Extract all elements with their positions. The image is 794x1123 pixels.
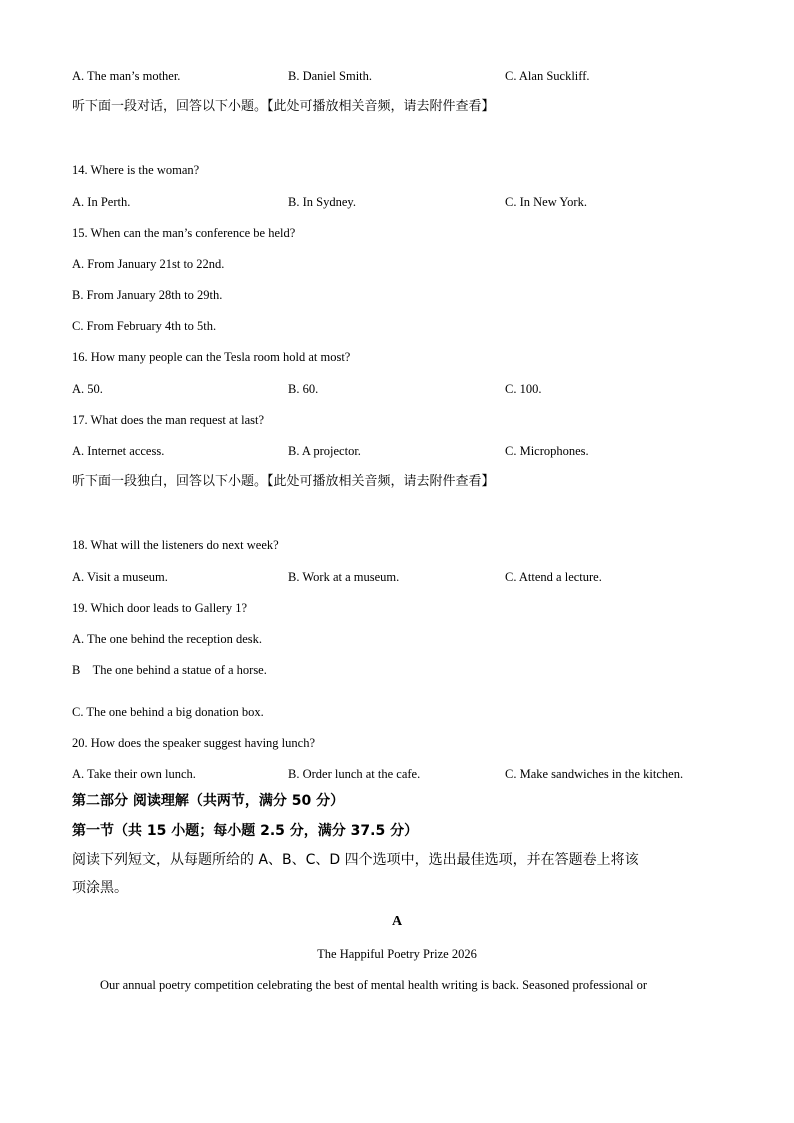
q20-option-c: C. Make sandwiches in the kitchen. <box>505 767 684 781</box>
q14-option-a: A. In Perth. <box>72 195 131 209</box>
q20-question: 20. How does the speaker suggest having lunch? <box>72 736 315 750</box>
passage-letter: A <box>391 914 403 929</box>
q20-option-a: A. Take their own lunch. <box>72 767 196 781</box>
q17-question: 17. What does the man request at last? <box>72 413 265 427</box>
q17-option-c: C. Microphones. <box>505 444 589 458</box>
q19-option-b: B The one behind a statue of a horse. <box>72 663 267 677</box>
q18-option-c: C. Attend a lecture. <box>505 570 602 584</box>
q13-option-a: A. The man’s mother. <box>72 69 181 83</box>
q18-option-a: A. Visit a museum. <box>72 570 168 584</box>
q16-question: 16. How many people can the Tesla room hold at most? <box>72 350 351 364</box>
dialogue-instruction: 听下面一段对话，回答以下小题。【此处可播放相关音频，请去附件查看】 <box>72 99 495 114</box>
reading-instruction-line2: 项涂黑。 <box>72 880 128 896</box>
q14-option-b: B. In Sydney. <box>288 195 356 209</box>
q18-question: 18. What will the listeners do next week? <box>72 538 279 552</box>
q16-option-a: A. 50. <box>72 382 103 396</box>
passage-title: The Happiful Poetry Prize 2026 <box>317 947 477 961</box>
q15-question: 15. When can the man’s conference be held? <box>72 226 296 240</box>
q13-option-b: B. Daniel Smith. <box>288 69 373 83</box>
q16-option-c: C. 100. <box>505 382 542 396</box>
q18-option-b: B. Work at a museum. <box>288 570 400 584</box>
part2-title: 第二部分 阅读理解（共两节，满分 50 分） <box>72 793 345 809</box>
q19-option-a: A. The one behind the reception desk. <box>72 632 262 646</box>
q20-option-b: B. Order lunch at the cafe. <box>288 767 421 781</box>
q17-option-b: B. A projector. <box>288 444 361 458</box>
monologue-instruction: 听下面一段独白，回答以下小题。【此处可播放相关音频，请去附件查看】 <box>72 474 495 489</box>
section1-title: 第一节（共 15 小题；每小题 2.5 分，满分 37.5 分） <box>72 823 419 839</box>
passage-first-line: Our annual poetry competition celebrating the best of mental health writing is back. Seasoned professional or <box>100 978 648 992</box>
q14-option-c: C. In New York. <box>505 195 587 209</box>
q19-question: 19. Which door leads to Gallery 1? <box>72 601 248 615</box>
q17-option-a: A. Internet access. <box>72 444 165 458</box>
q15-option-b: B. From January 28th to 29th. <box>72 288 223 302</box>
q13-option-c: C. Alan Suckliff. <box>505 69 590 83</box>
q15-option-a: A. From January 21st to 22nd. <box>72 257 225 271</box>
q15-option-c: C. From February 4th to 5th. <box>72 319 217 333</box>
q16-option-b: B. 60. <box>288 382 319 396</box>
q19-option-c: C. The one behind a big donation box. <box>72 705 264 719</box>
q14-question: 14. Where is the woman? <box>72 163 200 177</box>
reading-instruction-line1: 阅读下列短文，从每题所给的 A、B、C、D 四个选项中，选出最佳选项，并在答题卷上将该 <box>72 852 639 868</box>
